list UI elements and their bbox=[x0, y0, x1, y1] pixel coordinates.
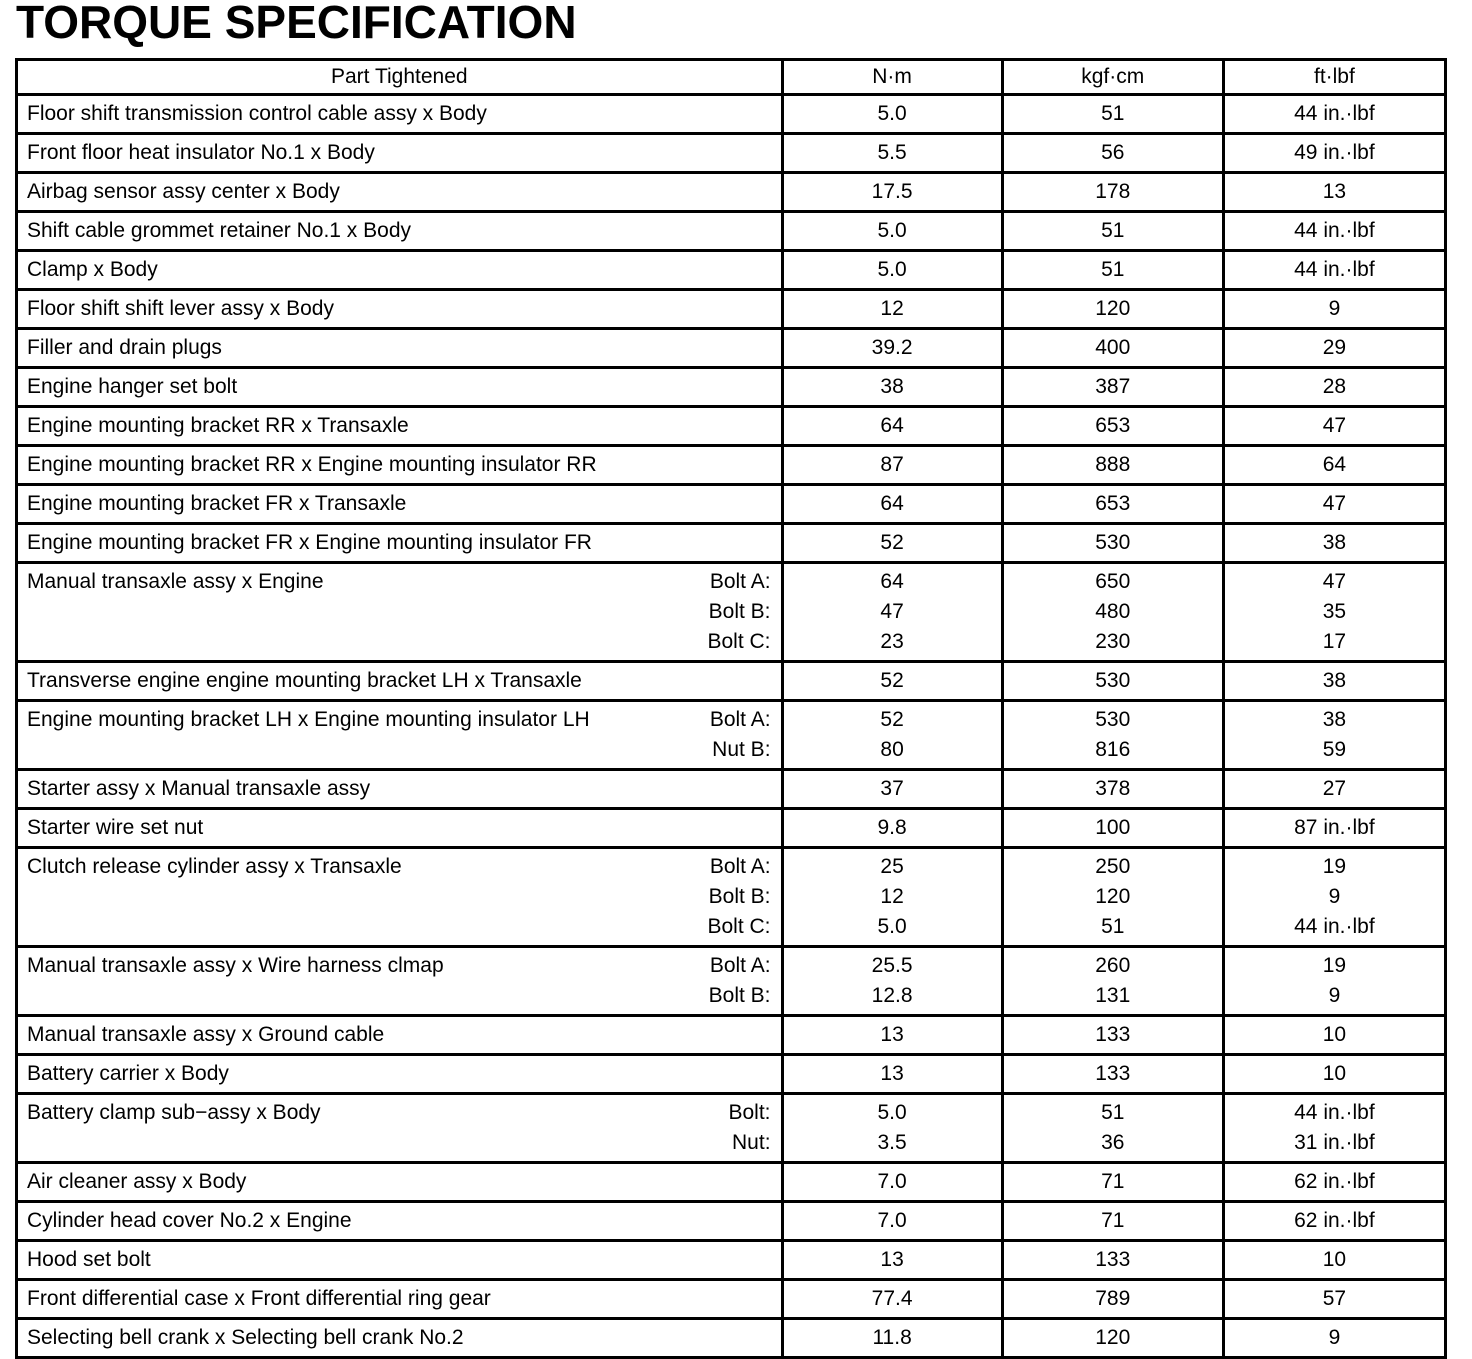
ftlbf-value: 62 in.·lbf bbox=[1294, 1209, 1375, 1232]
nm-cell bbox=[782, 1016, 1002, 1055]
table-row bbox=[17, 251, 1446, 290]
ftlbf-cell bbox=[1223, 1055, 1445, 1094]
part-cell bbox=[17, 485, 783, 524]
ftlbf-cell bbox=[1223, 770, 1445, 809]
ftlbf-value: 38 bbox=[1322, 708, 1347, 731]
kgf-cell bbox=[1002, 446, 1223, 485]
nm-value: 52 bbox=[880, 531, 904, 554]
part-cell bbox=[17, 1319, 783, 1358]
table-row bbox=[17, 1094, 1446, 1163]
ftlbf-value: 27 bbox=[1322, 777, 1347, 800]
kgf-value: 133 bbox=[1095, 1023, 1131, 1046]
part-cell bbox=[17, 1241, 783, 1280]
part-cell bbox=[17, 1163, 783, 1202]
kgf-value: 51 bbox=[1101, 102, 1125, 125]
ftlbf-value: 47 bbox=[1322, 414, 1347, 437]
nm-value: 23 bbox=[880, 630, 904, 653]
part-cell bbox=[17, 407, 783, 446]
ftlbf-cell bbox=[1223, 1280, 1445, 1319]
kgf-value: 653 bbox=[1095, 492, 1131, 515]
nm-value: 64 bbox=[880, 414, 904, 437]
nm-value: 12 bbox=[880, 885, 904, 908]
ftlbf-cell bbox=[1223, 1319, 1445, 1358]
kgf-value: 480 bbox=[1095, 600, 1131, 623]
header-kgfcm: kgf·cm bbox=[1002, 60, 1223, 95]
kgf-cell bbox=[1002, 809, 1223, 848]
part-name: Engine mounting bracket FR x Engine mounting insulator FR bbox=[27, 531, 592, 554]
ftlbf-cell bbox=[1223, 1016, 1445, 1055]
fastener-label: Nut: bbox=[732, 1131, 771, 1154]
kgf-cell bbox=[1002, 407, 1223, 446]
part-cell bbox=[17, 947, 783, 1016]
ftlbf-value: 29 bbox=[1322, 336, 1347, 359]
kgf-cell bbox=[1002, 1016, 1223, 1055]
fastener-label: Bolt A: bbox=[709, 954, 771, 977]
kgf-cell bbox=[1002, 1202, 1223, 1241]
kgf-cell bbox=[1002, 662, 1223, 701]
ftlbf-cell bbox=[1223, 809, 1445, 848]
part-cell bbox=[17, 563, 783, 662]
part-name: Clamp x Body bbox=[27, 258, 158, 281]
nm-value: 37 bbox=[880, 777, 904, 800]
header-ftlbf: ft·lbf bbox=[1223, 60, 1445, 95]
ftlbf-cell bbox=[1223, 446, 1445, 485]
table-row bbox=[17, 368, 1446, 407]
table-row bbox=[17, 329, 1446, 368]
kgf-value: 400 bbox=[1095, 336, 1131, 359]
nm-cell bbox=[782, 173, 1002, 212]
kgf-value: 230 bbox=[1095, 630, 1131, 653]
table-row bbox=[17, 1280, 1446, 1319]
ftlbf-cell bbox=[1223, 1094, 1445, 1163]
part-name: Transverse engine engine mounting bracket LH x Transaxle bbox=[27, 669, 582, 692]
ftlbf-value: 44 in.·lbf bbox=[1294, 102, 1375, 125]
ftlbf-value: 9 bbox=[1328, 297, 1341, 320]
ftlbf-cell bbox=[1223, 1202, 1445, 1241]
nm-value: 13 bbox=[880, 1023, 904, 1046]
ftlbf-cell bbox=[1223, 212, 1445, 251]
nm-value: 39.2 bbox=[871, 336, 913, 359]
part-cell bbox=[17, 368, 783, 407]
nm-cell bbox=[782, 947, 1002, 1016]
part-name: Engine hanger set bolt bbox=[27, 375, 238, 398]
nm-cell bbox=[782, 407, 1002, 446]
kgf-value: 120 bbox=[1095, 297, 1131, 320]
ftlbf-value: 44 in.·lbf bbox=[1294, 219, 1375, 242]
table-row bbox=[17, 1241, 1446, 1280]
part-cell bbox=[17, 1202, 783, 1241]
nm-value: 52 bbox=[880, 708, 904, 731]
nm-cell bbox=[782, 524, 1002, 563]
table-row bbox=[17, 701, 1446, 770]
nm-value: 9.8 bbox=[877, 816, 907, 839]
part-name: Manual transaxle assy x Engine bbox=[27, 570, 324, 593]
part-cell bbox=[17, 95, 783, 134]
nm-value: 5.5 bbox=[877, 141, 907, 164]
part-name: Engine mounting bracket LH x Engine mounting insulator LH bbox=[27, 708, 590, 731]
header-nm: N·m bbox=[782, 60, 1002, 95]
ftlbf-value: 10 bbox=[1322, 1062, 1347, 1085]
nm-value: 87 bbox=[880, 453, 904, 476]
kgf-cell bbox=[1002, 770, 1223, 809]
fastener-label: Bolt A: bbox=[709, 708, 771, 731]
ftlbf-value: 47 bbox=[1322, 492, 1347, 515]
kgf-value: 133 bbox=[1095, 1248, 1131, 1271]
part-cell bbox=[17, 1094, 783, 1163]
part-name: Manual transaxle assy x Wire harness clmap bbox=[27, 954, 444, 977]
part-name: Engine mounting bracket RR x Transaxle bbox=[27, 414, 409, 437]
kgf-cell bbox=[1002, 251, 1223, 290]
table-row bbox=[17, 809, 1446, 848]
table-row bbox=[17, 1319, 1446, 1358]
table-row bbox=[17, 1055, 1446, 1094]
part-name: Cylinder head cover No.2 x Engine bbox=[27, 1209, 352, 1232]
ftlbf-value: 13 bbox=[1322, 180, 1347, 203]
nm-cell bbox=[782, 368, 1002, 407]
ftlbf-cell bbox=[1223, 329, 1445, 368]
nm-cell bbox=[782, 446, 1002, 485]
kgf-cell bbox=[1002, 1094, 1223, 1163]
part-name: Floor shift shift lever assy x Body bbox=[27, 297, 334, 320]
kgf-value: 51 bbox=[1101, 915, 1125, 938]
part-name: Battery carrier x Body bbox=[27, 1062, 229, 1085]
kgf-value: 178 bbox=[1095, 180, 1131, 203]
ftlbf-cell bbox=[1223, 701, 1445, 770]
part-name: Manual transaxle assy x Ground cable bbox=[27, 1023, 385, 1046]
nm-value: 80 bbox=[880, 738, 904, 761]
part-cell bbox=[17, 848, 783, 947]
nm-value: 5.0 bbox=[877, 915, 907, 938]
nm-value: 5.0 bbox=[877, 219, 907, 242]
part-cell bbox=[17, 770, 783, 809]
torque-spec-table bbox=[15, 58, 1447, 1359]
ftlbf-value: 38 bbox=[1322, 669, 1347, 692]
nm-cell bbox=[782, 134, 1002, 173]
kgf-value: 100 bbox=[1095, 816, 1131, 839]
nm-cell bbox=[782, 290, 1002, 329]
kgf-value: 133 bbox=[1095, 1062, 1131, 1085]
fastener-label: Bolt B: bbox=[708, 885, 771, 908]
table-row bbox=[17, 848, 1446, 947]
ftlbf-value: 64 bbox=[1322, 453, 1347, 476]
nm-cell bbox=[782, 1094, 1002, 1163]
kgf-cell bbox=[1002, 1280, 1223, 1319]
fastener-label: Bolt B: bbox=[708, 984, 771, 1007]
nm-value: 5.0 bbox=[877, 102, 907, 125]
kgf-value: 120 bbox=[1095, 885, 1131, 908]
kgf-value: 530 bbox=[1095, 669, 1131, 692]
nm-cell bbox=[782, 809, 1002, 848]
kgf-cell bbox=[1002, 524, 1223, 563]
ftlbf-value: 57 bbox=[1322, 1287, 1347, 1310]
ftlbf-value: 9 bbox=[1328, 885, 1341, 908]
ftlbf-value: 44 in.·lbf bbox=[1294, 915, 1375, 938]
table-header-row bbox=[17, 60, 1446, 95]
kgf-value: 530 bbox=[1095, 531, 1131, 554]
nm-value: 7.0 bbox=[877, 1170, 907, 1193]
nm-cell bbox=[782, 563, 1002, 662]
table-row bbox=[17, 446, 1446, 485]
nm-value: 11.8 bbox=[872, 1326, 912, 1349]
kgf-cell bbox=[1002, 947, 1223, 1016]
nm-cell bbox=[782, 1055, 1002, 1094]
fastener-label: Bolt B: bbox=[708, 600, 771, 623]
kgf-value: 250 bbox=[1095, 855, 1131, 878]
kgf-cell bbox=[1002, 848, 1223, 947]
ftlbf-value: 47 bbox=[1322, 570, 1347, 593]
nm-cell bbox=[782, 1241, 1002, 1280]
ftlbf-value: 17 bbox=[1322, 630, 1347, 653]
part-cell bbox=[17, 524, 783, 563]
kgf-cell bbox=[1002, 563, 1223, 662]
nm-value: 25.5 bbox=[871, 954, 913, 977]
kgf-value: 56 bbox=[1101, 141, 1125, 164]
nm-cell bbox=[782, 770, 1002, 809]
part-name: Shift cable grommet retainer No.1 x Body bbox=[27, 219, 412, 242]
kgf-cell bbox=[1002, 173, 1223, 212]
part-name: Front differential case x Front differential ring gear bbox=[27, 1287, 491, 1310]
ftlbf-value: 49 in.·lbf bbox=[1294, 141, 1375, 164]
part-name: Battery clamp sub−assy x Body bbox=[27, 1101, 321, 1124]
ftlbf-cell bbox=[1223, 485, 1445, 524]
part-name: Clutch release cylinder assy x Transaxle bbox=[27, 855, 402, 878]
part-cell bbox=[17, 662, 783, 701]
part-cell bbox=[17, 1016, 783, 1055]
kgf-cell bbox=[1002, 1241, 1223, 1280]
kgf-value: 888 bbox=[1095, 453, 1131, 476]
kgf-cell bbox=[1002, 485, 1223, 524]
kgf-cell bbox=[1002, 368, 1223, 407]
ftlbf-value: 19 bbox=[1322, 855, 1347, 878]
ftlbf-cell bbox=[1223, 407, 1445, 446]
ftlbf-value: 10 bbox=[1322, 1248, 1347, 1271]
ftlbf-cell bbox=[1223, 662, 1445, 701]
fastener-label: Bolt A: bbox=[709, 855, 771, 878]
fastener-label: Nut B: bbox=[712, 738, 771, 761]
ftlbf-cell bbox=[1223, 251, 1445, 290]
ftlbf-cell bbox=[1223, 1241, 1445, 1280]
nm-value: 38 bbox=[880, 375, 904, 398]
nm-value: 64 bbox=[880, 570, 904, 593]
kgf-value: 378 bbox=[1095, 777, 1131, 800]
kgf-value: 120 bbox=[1095, 1326, 1131, 1349]
header-part-tightened: Part Tightened bbox=[17, 60, 783, 95]
fastener-label: Bolt C: bbox=[707, 915, 771, 938]
part-cell bbox=[17, 809, 783, 848]
kgf-cell bbox=[1002, 290, 1223, 329]
nm-value: 52 bbox=[880, 669, 904, 692]
table-body bbox=[17, 95, 1446, 1358]
fastener-label: Bolt C: bbox=[707, 630, 771, 653]
table-row bbox=[17, 662, 1446, 701]
table-row bbox=[17, 95, 1446, 134]
part-cell bbox=[17, 173, 783, 212]
part-name: Hood set bolt bbox=[27, 1248, 151, 1271]
ftlbf-value: 44 in.·lbf bbox=[1294, 1101, 1375, 1124]
ftlbf-cell bbox=[1223, 368, 1445, 407]
part-cell bbox=[17, 329, 783, 368]
part-name: Floor shift transmission control cable assy x Body bbox=[27, 102, 487, 125]
table-row bbox=[17, 485, 1446, 524]
nm-value: 5.0 bbox=[877, 1101, 907, 1124]
ftlbf-value: 59 bbox=[1322, 738, 1347, 761]
ftlbf-value: 62 in.·lbf bbox=[1294, 1170, 1375, 1193]
nm-value: 13 bbox=[880, 1062, 904, 1085]
part-cell bbox=[17, 1280, 783, 1319]
kgf-value: 51 bbox=[1101, 258, 1125, 281]
kgf-cell bbox=[1002, 212, 1223, 251]
part-cell bbox=[17, 212, 783, 251]
part-cell bbox=[17, 251, 783, 290]
table-row bbox=[17, 290, 1446, 329]
kgf-cell bbox=[1002, 134, 1223, 173]
nm-cell bbox=[782, 1202, 1002, 1241]
part-name: Filler and drain plugs bbox=[27, 336, 222, 359]
nm-cell bbox=[782, 212, 1002, 251]
kgf-value: 650 bbox=[1095, 570, 1131, 593]
nm-value: 47 bbox=[880, 600, 904, 623]
fastener-label: Bolt A: bbox=[709, 570, 771, 593]
kgf-cell bbox=[1002, 95, 1223, 134]
part-name: Front floor heat insulator No.1 x Body bbox=[27, 141, 375, 164]
part-name: Engine mounting bracket FR x Transaxle bbox=[27, 492, 407, 515]
nm-cell bbox=[782, 848, 1002, 947]
table-row bbox=[17, 1202, 1446, 1241]
kgf-value: 36 bbox=[1101, 1131, 1125, 1154]
table-row bbox=[17, 134, 1446, 173]
ftlbf-value: 35 bbox=[1322, 600, 1347, 623]
nm-value: 3.5 bbox=[877, 1131, 907, 1154]
kgf-value: 816 bbox=[1095, 738, 1131, 761]
part-name: Air cleaner assy x Body bbox=[27, 1170, 247, 1193]
kgf-value: 71 bbox=[1101, 1170, 1125, 1193]
kgf-value: 653 bbox=[1095, 414, 1131, 437]
nm-value: 13 bbox=[880, 1248, 904, 1271]
part-name: Selecting bell crank x Selecting bell crank No.2 bbox=[27, 1326, 464, 1349]
table-row bbox=[17, 173, 1446, 212]
table-row bbox=[17, 770, 1446, 809]
nm-cell bbox=[782, 251, 1002, 290]
part-name: Airbag sensor assy center x Body bbox=[27, 180, 340, 203]
ftlbf-value: 19 bbox=[1322, 954, 1347, 977]
kgf-cell bbox=[1002, 1319, 1223, 1358]
nm-value: 25 bbox=[880, 855, 904, 878]
kgf-cell bbox=[1002, 701, 1223, 770]
ftlbf-cell bbox=[1223, 947, 1445, 1016]
ftlbf-value: 28 bbox=[1322, 375, 1347, 398]
part-cell bbox=[17, 701, 783, 770]
nm-cell bbox=[782, 701, 1002, 770]
nm-cell bbox=[782, 1280, 1002, 1319]
ftlbf-cell bbox=[1223, 134, 1445, 173]
part-name: Starter wire set nut bbox=[27, 816, 204, 839]
page-title: TORQUE SPECIFICATION bbox=[16, 0, 577, 48]
table-row bbox=[17, 947, 1446, 1016]
fastener-label: Bolt: bbox=[728, 1101, 771, 1124]
ftlbf-value: 87 in.·lbf bbox=[1294, 816, 1375, 839]
nm-value: 5.0 bbox=[877, 258, 907, 281]
ftlbf-cell bbox=[1223, 173, 1445, 212]
kgf-value: 530 bbox=[1095, 708, 1131, 731]
table-row bbox=[17, 212, 1446, 251]
ftlbf-cell bbox=[1223, 848, 1445, 947]
nm-cell bbox=[782, 1163, 1002, 1202]
kgf-value: 387 bbox=[1095, 375, 1131, 398]
table-row bbox=[17, 524, 1446, 563]
kgf-value: 789 bbox=[1095, 1287, 1131, 1310]
kgf-value: 51 bbox=[1101, 219, 1125, 242]
ftlbf-cell bbox=[1223, 95, 1445, 134]
kgf-value: 51 bbox=[1101, 1101, 1125, 1124]
table-row bbox=[17, 563, 1446, 662]
nm-value: 17.5 bbox=[871, 180, 913, 203]
ftlbf-cell bbox=[1223, 290, 1445, 329]
ftlbf-value: 10 bbox=[1322, 1023, 1347, 1046]
table-row bbox=[17, 1163, 1446, 1202]
ftlbf-value: 38 bbox=[1322, 531, 1347, 554]
nm-cell bbox=[782, 485, 1002, 524]
kgf-value: 71 bbox=[1101, 1209, 1125, 1232]
kgf-cell bbox=[1002, 329, 1223, 368]
ftlbf-value: 9 bbox=[1328, 1326, 1341, 1349]
nm-value: 12.8 bbox=[871, 984, 913, 1007]
kgf-value: 131 bbox=[1095, 984, 1131, 1007]
ftlbf-value: 44 in.·lbf bbox=[1294, 258, 1375, 281]
nm-value: 7.0 bbox=[877, 1209, 907, 1232]
part-name: Engine mounting bracket RR x Engine mounting insulator RR bbox=[27, 453, 597, 476]
nm-value: 64 bbox=[880, 492, 904, 515]
kgf-cell bbox=[1002, 1163, 1223, 1202]
kgf-value: 260 bbox=[1095, 954, 1131, 977]
table-row bbox=[17, 1016, 1446, 1055]
nm-value: 77.4 bbox=[871, 1287, 913, 1310]
part-cell bbox=[17, 290, 783, 329]
kgf-cell bbox=[1002, 1055, 1223, 1094]
nm-cell bbox=[782, 1319, 1002, 1358]
nm-cell bbox=[782, 329, 1002, 368]
part-cell bbox=[17, 134, 783, 173]
nm-cell bbox=[782, 95, 1002, 134]
part-cell bbox=[17, 1055, 783, 1094]
nm-cell bbox=[782, 662, 1002, 701]
nm-value: 12 bbox=[880, 297, 904, 320]
ftlbf-cell bbox=[1223, 563, 1445, 662]
ftlbf-cell bbox=[1223, 1163, 1445, 1202]
ftlbf-value: 9 bbox=[1328, 984, 1341, 1007]
table-row bbox=[17, 407, 1446, 446]
part-cell bbox=[17, 446, 783, 485]
ftlbf-value: 31 in.·lbf bbox=[1294, 1131, 1375, 1154]
part-name: Starter assy x Manual transaxle assy bbox=[27, 777, 371, 800]
ftlbf-cell bbox=[1223, 524, 1445, 563]
